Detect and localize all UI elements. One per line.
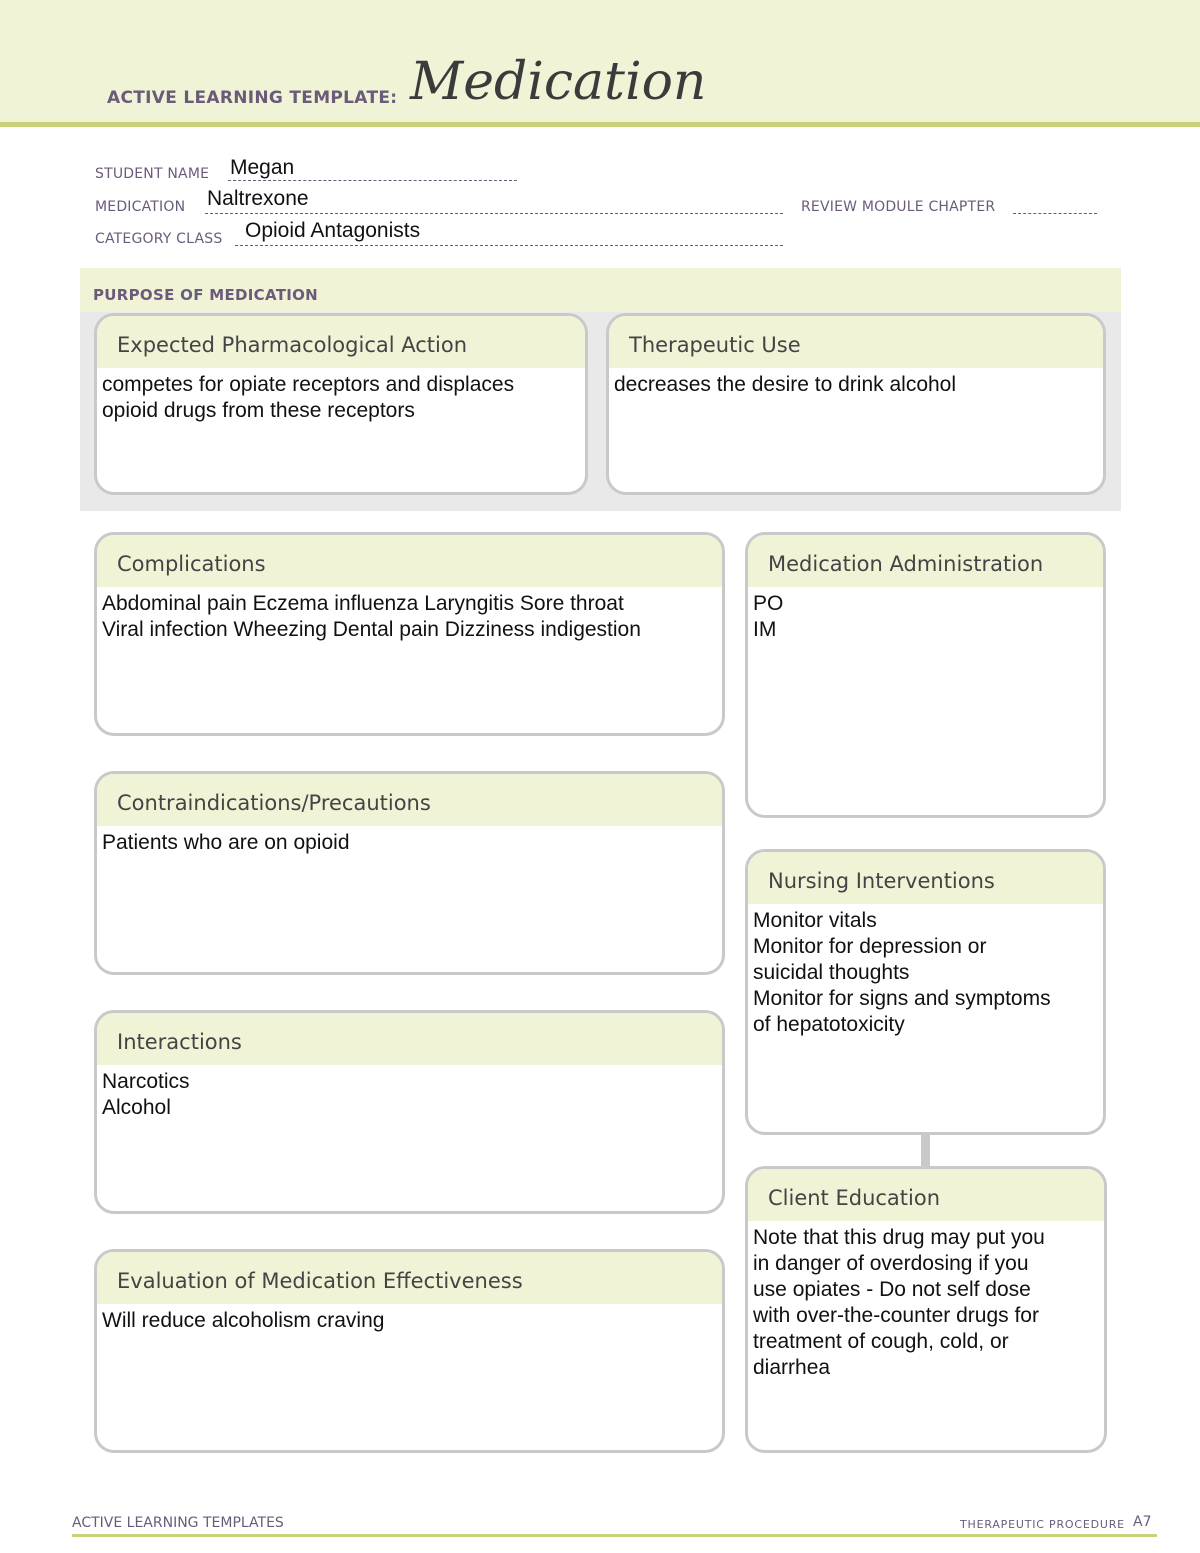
- text-line: Will reduce alcoholism craving: [102, 1309, 385, 1332]
- text-line: Note that this drug may put you: [753, 1226, 1045, 1249]
- footer-rule: [72, 1534, 1157, 1537]
- therapeutic-use-text[interactable]: [609, 368, 1103, 398]
- medication-field[interactable]: Naltrexone: [207, 187, 309, 210]
- medication-label: MEDICATION: [95, 199, 186, 215]
- purpose-label: PURPOSE OF MEDICATION: [93, 286, 319, 304]
- interactions-text[interactable]: [97, 1065, 722, 1121]
- text-line: diarrhea: [753, 1356, 831, 1379]
- text-line: Monitor vitals: [753, 909, 877, 932]
- card-header: [748, 1169, 1104, 1221]
- text-line: treatment of cough, cold, or: [753, 1330, 1009, 1353]
- text-line: with over-the-counter drugs for: [753, 1304, 1039, 1327]
- card-header: [748, 535, 1103, 587]
- card-title: Evaluation of Medication Effectiveness: [117, 1269, 523, 1293]
- expected-action-text[interactable]: [97, 368, 585, 424]
- client-education-card: [745, 1166, 1107, 1453]
- text-line: suicidal thoughts: [753, 961, 910, 984]
- review-module-line: [1013, 213, 1097, 214]
- card-title: Contraindications/Precautions: [117, 791, 431, 815]
- student-name-line: [228, 180, 517, 181]
- page-number: A7: [1133, 1514, 1152, 1530]
- card-header: [97, 1252, 722, 1304]
- card-title: Complications: [117, 552, 266, 576]
- card-header: [748, 852, 1103, 904]
- text-line: opioid drugs from these receptors: [102, 399, 415, 422]
- client-education-text[interactable]: [748, 1221, 1104, 1381]
- footer-left-label: ACTIVE LEARNING TEMPLATES: [72, 1515, 284, 1531]
- student-name-field[interactable]: Megan: [230, 156, 295, 179]
- contraindications-card: [94, 771, 725, 975]
- review-module-label: REVIEW MODULE CHAPTER: [801, 199, 996, 215]
- card-header: [97, 1013, 722, 1065]
- complications-card: [94, 532, 725, 736]
- card-connector: [921, 1134, 930, 1166]
- evaluation-card: [94, 1249, 725, 1453]
- student-name-label: STUDENT NAME: [95, 166, 210, 182]
- text-line: Monitor for depression or: [753, 935, 987, 958]
- text-line: competes for opiate receptors and displaces: [102, 373, 515, 396]
- administration-card: [745, 532, 1106, 818]
- category-class-line: [235, 245, 783, 246]
- evaluation-text[interactable]: [97, 1304, 722, 1334]
- card-title: Interactions: [117, 1030, 242, 1054]
- card-title: Therapeutic Use: [629, 333, 801, 357]
- purpose-header: [80, 268, 1121, 312]
- text-line: in danger of overdosing if you: [753, 1252, 1029, 1275]
- page-title: Medication: [410, 52, 707, 112]
- category-class-label: CATEGORY CLASS: [95, 231, 223, 247]
- nursing-interventions-card: [745, 849, 1106, 1135]
- card-title: Expected Pharmacological Action: [117, 333, 468, 357]
- text-line: Abdominal pain Eczema influenza Laryngitis Sore throat: [102, 592, 624, 615]
- medication-line: [205, 213, 783, 214]
- text-line: Viral infection Wheezing Dental pain Dizziness indigestion: [102, 618, 641, 641]
- card-title: Nursing Interventions: [768, 869, 995, 893]
- text-line: Monitor for signs and symptoms: [753, 987, 1051, 1010]
- card-header: [609, 316, 1103, 368]
- text-line: Patients who are on opioid: [102, 831, 350, 854]
- text-line: IM: [753, 618, 777, 641]
- header-rule: [0, 122, 1200, 127]
- complications-text[interactable]: [97, 587, 722, 643]
- card-header: [97, 535, 722, 587]
- footer-right-label: THERAPEUTIC PROCEDURE: [960, 1518, 1125, 1531]
- expected-action-card: [94, 313, 588, 495]
- card-title: Medication Administration: [768, 552, 1044, 576]
- therapeutic-use-card: [606, 313, 1106, 495]
- text-line: PO: [753, 592, 784, 615]
- text-line: use opiates - Do not self dose: [753, 1278, 1031, 1301]
- template-label: ACTIVE LEARNING TEMPLATE:: [107, 88, 398, 108]
- text-line: decreases the desire to drink alcohol: [614, 373, 957, 396]
- card-header: [97, 316, 585, 368]
- text-line: Alcohol: [102, 1096, 171, 1119]
- card-title: Client Education: [768, 1186, 941, 1210]
- administration-text[interactable]: [748, 587, 1103, 643]
- category-class-field[interactable]: Opioid Antagonists: [245, 219, 421, 242]
- contraindications-text[interactable]: [97, 826, 722, 856]
- text-line: Narcotics: [102, 1070, 190, 1093]
- card-header: [97, 774, 722, 826]
- nursing-interventions-text[interactable]: [748, 904, 1103, 1038]
- text-line: of hepatotoxicity: [753, 1013, 905, 1036]
- interactions-card: [94, 1010, 725, 1214]
